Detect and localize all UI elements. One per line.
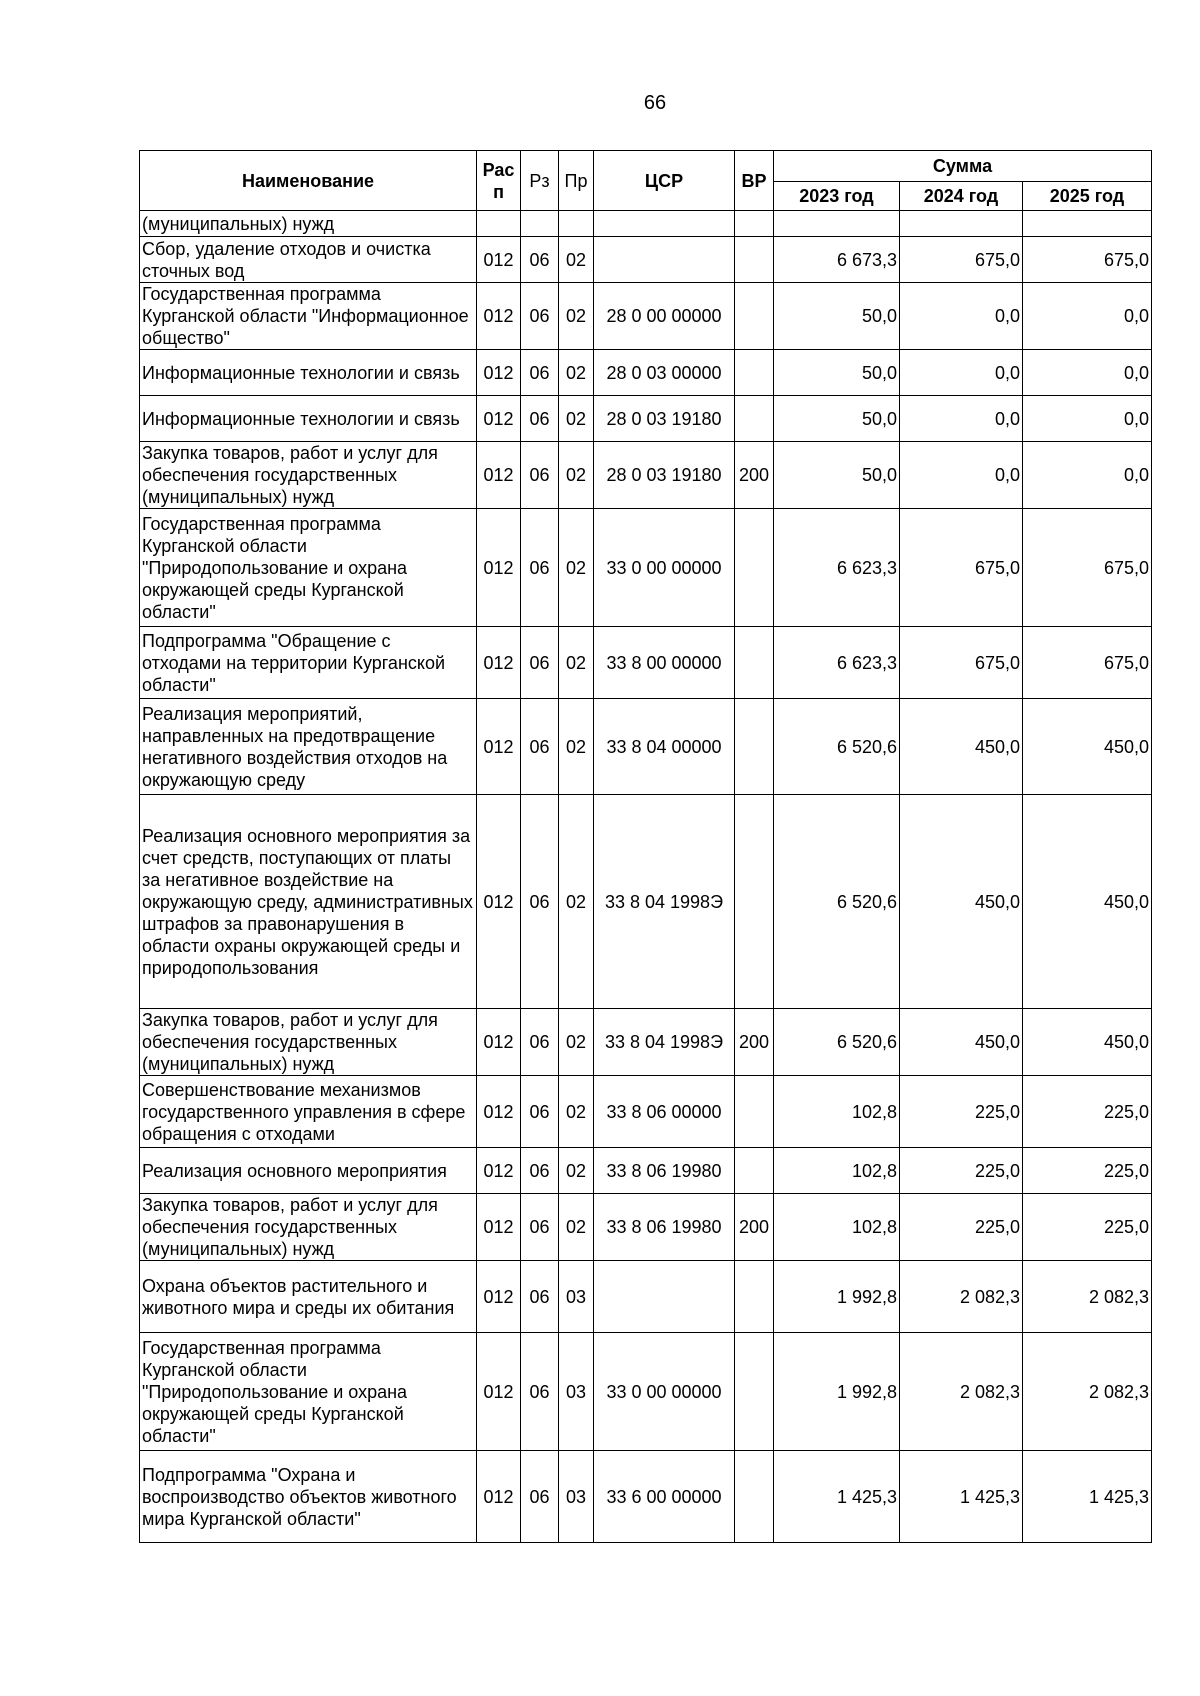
table-row — [140, 509, 1152, 627]
cell-name: Реализация основного мероприятия за счет средств, поступающих от платы за негативное воздействие на окружающую среду, административных штрафов за правонарушения в области охраны окружающей среды и природопользования — [140, 795, 477, 1009]
cell-pr: 02 — [559, 442, 594, 509]
table-row — [140, 1194, 1152, 1261]
header-2023: 2023 год — [774, 182, 900, 211]
cell-name: Закупка товаров, работ и услуг для обеспечения государственных (муниципальных) нужд — [140, 1194, 477, 1261]
table-row — [140, 283, 1152, 350]
cell-csr — [594, 237, 735, 283]
cell-csr — [594, 1261, 735, 1333]
cell-y2023: 50,0 — [774, 396, 900, 442]
cell-csr: 33 8 06 19980 — [594, 1148, 735, 1194]
cell-y2025: 0,0 — [1023, 283, 1152, 350]
cell-csr: 33 8 00 00000 — [594, 627, 735, 699]
cell-y2025 — [1023, 211, 1152, 237]
cell-csr: 33 0 00 00000 — [594, 1333, 735, 1451]
header-vr: ВР — [735, 151, 774, 211]
table-row — [140, 237, 1152, 283]
cell-pr: 02 — [559, 1194, 594, 1261]
cell-rasp: 012 — [477, 396, 521, 442]
cell-pr: 02 — [559, 1148, 594, 1194]
cell-csr: 28 0 00 00000 — [594, 283, 735, 350]
cell-name: Информационные технологии и связь — [140, 396, 477, 442]
table-row — [140, 350, 1152, 396]
cell-rasp: 012 — [477, 699, 521, 795]
cell-pr: 02 — [559, 396, 594, 442]
cell-vr: 200 — [735, 1194, 774, 1261]
cell-name: Сбор, удаление отходов и очистка сточных вод — [140, 237, 477, 283]
table-row — [140, 1333, 1152, 1451]
cell-rz: 06 — [521, 1009, 559, 1076]
table-row — [140, 211, 1152, 237]
table-row — [140, 795, 1152, 1009]
page-number: 66 — [643, 92, 667, 114]
cell-rasp: 012 — [477, 1194, 521, 1261]
table-row — [140, 1148, 1152, 1194]
cell-csr: 33 8 04 00000 — [594, 699, 735, 795]
header-csr: ЦСР — [594, 151, 735, 211]
cell-y2024: 225,0 — [900, 1148, 1023, 1194]
cell-rasp: 012 — [477, 1333, 521, 1451]
cell-rasp: 012 — [477, 795, 521, 1009]
cell-name: Подпрограмма "Обращение с отходами на территории Курганской области" — [140, 627, 477, 699]
cell-y2023 — [774, 211, 900, 237]
cell-rasp — [477, 211, 521, 237]
cell-rasp: 012 — [477, 350, 521, 396]
cell-y2025: 675,0 — [1023, 509, 1152, 627]
header-pr: Пр — [559, 151, 594, 211]
header-2024: 2024 год — [900, 182, 1023, 211]
cell-rasp: 012 — [477, 1261, 521, 1333]
cell-y2023: 102,8 — [774, 1076, 900, 1148]
table-body — [140, 211, 1152, 1543]
cell-rz: 06 — [521, 396, 559, 442]
cell-vr — [735, 283, 774, 350]
cell-name: Закупка товаров, работ и услуг для обеспечения государственных (муниципальных) нужд — [140, 1009, 477, 1076]
cell-rasp: 012 — [477, 442, 521, 509]
cell-pr: 03 — [559, 1333, 594, 1451]
cell-csr: 33 8 06 00000 — [594, 1076, 735, 1148]
header-rz: Рз — [521, 151, 559, 211]
cell-pr: 02 — [559, 795, 594, 1009]
cell-vr — [735, 350, 774, 396]
cell-name: Подпрограмма "Охрана и воспроизводство объектов животного мира Курганской области" — [140, 1451, 477, 1543]
cell-vr — [735, 509, 774, 627]
cell-y2025: 0,0 — [1023, 442, 1152, 509]
cell-rasp: 012 — [477, 1076, 521, 1148]
table-row — [140, 1261, 1152, 1333]
cell-y2023: 50,0 — [774, 442, 900, 509]
cell-y2023: 102,8 — [774, 1194, 900, 1261]
cell-y2024: 225,0 — [900, 1194, 1023, 1261]
cell-name: Государственная программа Курганской области "Информационное общество" — [140, 283, 477, 350]
cell-vr — [735, 1148, 774, 1194]
cell-y2023: 6 520,6 — [774, 699, 900, 795]
header-rasp: Рас п — [477, 151, 521, 211]
cell-vr — [735, 795, 774, 1009]
cell-rz: 06 — [521, 627, 559, 699]
cell-pr: 02 — [559, 1076, 594, 1148]
cell-rasp: 012 — [477, 283, 521, 350]
cell-y2024: 675,0 — [900, 509, 1023, 627]
cell-csr: 33 0 00 00000 — [594, 509, 735, 627]
cell-name: Реализация основного мероприятия — [140, 1148, 477, 1194]
cell-csr: 33 8 04 1998Э — [594, 1009, 735, 1076]
cell-pr: 03 — [559, 1451, 594, 1543]
cell-name: Государственная программа Курганской области "Природопользование и охрана окружающей среды Курганской области" — [140, 1333, 477, 1451]
cell-y2023: 1 992,8 — [774, 1333, 900, 1451]
cell-y2024: 0,0 — [900, 442, 1023, 509]
cell-name: Совершенствование механизмов государственного управления в сфере обращения с отходами — [140, 1076, 477, 1148]
cell-csr: 28 0 03 19180 — [594, 396, 735, 442]
cell-pr: 02 — [559, 350, 594, 396]
cell-y2023: 6 673,3 — [774, 237, 900, 283]
cell-name: (муниципальных) нужд — [140, 211, 477, 237]
cell-csr: 33 8 06 19980 — [594, 1194, 735, 1261]
cell-name: Охрана объектов растительного и животного мира и среды их обитания — [140, 1261, 477, 1333]
table-row — [140, 396, 1152, 442]
cell-y2024 — [900, 211, 1023, 237]
cell-y2025: 225,0 — [1023, 1194, 1152, 1261]
cell-rz: 06 — [521, 509, 559, 627]
cell-y2025: 225,0 — [1023, 1076, 1152, 1148]
cell-pr: 02 — [559, 627, 594, 699]
table-row — [140, 1009, 1152, 1076]
cell-pr: 02 — [559, 283, 594, 350]
cell-rz: 06 — [521, 1261, 559, 1333]
cell-y2024: 0,0 — [900, 283, 1023, 350]
cell-csr: 28 0 03 19180 — [594, 442, 735, 509]
cell-y2024: 675,0 — [900, 627, 1023, 699]
table-row — [140, 627, 1152, 699]
cell-y2025: 675,0 — [1023, 627, 1152, 699]
cell-y2025: 2 082,3 — [1023, 1261, 1152, 1333]
cell-y2025: 1 425,3 — [1023, 1451, 1152, 1543]
cell-pr — [559, 211, 594, 237]
cell-vr — [735, 211, 774, 237]
cell-y2023: 6 623,3 — [774, 627, 900, 699]
cell-y2023: 6 520,6 — [774, 1009, 900, 1076]
cell-rasp: 012 — [477, 237, 521, 283]
cell-y2025: 450,0 — [1023, 795, 1152, 1009]
cell-rz: 06 — [521, 1148, 559, 1194]
cell-y2025: 450,0 — [1023, 1009, 1152, 1076]
cell-y2024: 0,0 — [900, 350, 1023, 396]
cell-vr — [735, 1076, 774, 1148]
cell-rz: 06 — [521, 699, 559, 795]
cell-csr: 33 8 04 1998Э — [594, 795, 735, 1009]
cell-vr — [735, 1451, 774, 1543]
cell-rz: 06 — [521, 1194, 559, 1261]
cell-csr: 33 6 00 00000 — [594, 1451, 735, 1543]
cell-vr — [735, 1261, 774, 1333]
cell-y2025: 2 082,3 — [1023, 1333, 1152, 1451]
cell-pr: 02 — [559, 699, 594, 795]
header-sum: Сумма — [774, 151, 1152, 182]
cell-rz: 06 — [521, 350, 559, 396]
cell-y2024: 2 082,3 — [900, 1333, 1023, 1451]
cell-name: Закупка товаров, работ и услуг для обеспечения государственных (муниципальных) нужд — [140, 442, 477, 509]
cell-rz — [521, 211, 559, 237]
cell-pr: 02 — [559, 509, 594, 627]
cell-y2023: 50,0 — [774, 283, 900, 350]
cell-y2023: 6 520,6 — [774, 795, 900, 1009]
cell-y2024: 675,0 — [900, 237, 1023, 283]
cell-pr: 03 — [559, 1261, 594, 1333]
cell-vr — [735, 627, 774, 699]
cell-vr — [735, 699, 774, 795]
table-row — [140, 1076, 1152, 1148]
cell-rasp: 012 — [477, 1451, 521, 1543]
cell-rz: 06 — [521, 1076, 559, 1148]
cell-y2024: 450,0 — [900, 699, 1023, 795]
budget-table — [139, 150, 1152, 1543]
cell-rz: 06 — [521, 283, 559, 350]
cell-y2025: 225,0 — [1023, 1148, 1152, 1194]
cell-vr: 200 — [735, 1009, 774, 1076]
cell-rz: 06 — [521, 1451, 559, 1543]
cell-rasp: 012 — [477, 627, 521, 699]
cell-name: Информационные технологии и связь — [140, 350, 477, 396]
cell-y2023: 6 623,3 — [774, 509, 900, 627]
cell-y2025: 0,0 — [1023, 350, 1152, 396]
cell-y2024: 0,0 — [900, 396, 1023, 442]
table-row — [140, 442, 1152, 509]
cell-vr — [735, 237, 774, 283]
cell-y2023: 1 425,3 — [774, 1451, 900, 1543]
cell-pr: 02 — [559, 1009, 594, 1076]
cell-y2025: 0,0 — [1023, 396, 1152, 442]
cell-vr — [735, 396, 774, 442]
cell-y2024: 450,0 — [900, 795, 1023, 1009]
header-2025: 2025 год — [1023, 182, 1152, 211]
cell-pr: 02 — [559, 237, 594, 283]
cell-rz: 06 — [521, 1333, 559, 1451]
cell-y2024: 1 425,3 — [900, 1451, 1023, 1543]
cell-y2023: 1 992,8 — [774, 1261, 900, 1333]
cell-vr: 200 — [735, 442, 774, 509]
cell-y2024: 225,0 — [900, 1076, 1023, 1148]
cell-y2025: 675,0 — [1023, 237, 1152, 283]
cell-rasp: 012 — [477, 1009, 521, 1076]
table-row — [140, 699, 1152, 795]
cell-rz: 06 — [521, 795, 559, 1009]
cell-y2024: 450,0 — [900, 1009, 1023, 1076]
cell-rz: 06 — [521, 237, 559, 283]
cell-y2023: 102,8 — [774, 1148, 900, 1194]
cell-csr: 28 0 03 00000 — [594, 350, 735, 396]
cell-csr — [594, 211, 735, 237]
cell-name: Реализация мероприятий, направленных на предотвращение негативного воздействия отходов на окружающую среду — [140, 699, 477, 795]
cell-y2025: 450,0 — [1023, 699, 1152, 795]
cell-rasp: 012 — [477, 509, 521, 627]
cell-name: Государственная программа Курганской области "Природопользование и охрана окружающей среды Курганской области" — [140, 509, 477, 627]
table-row — [140, 1451, 1152, 1543]
cell-rz: 06 — [521, 442, 559, 509]
cell-y2024: 2 082,3 — [900, 1261, 1023, 1333]
cell-rasp: 012 — [477, 1148, 521, 1194]
cell-vr — [735, 1333, 774, 1451]
header-name: Наименование — [140, 151, 477, 211]
cell-y2023: 50,0 — [774, 350, 900, 396]
